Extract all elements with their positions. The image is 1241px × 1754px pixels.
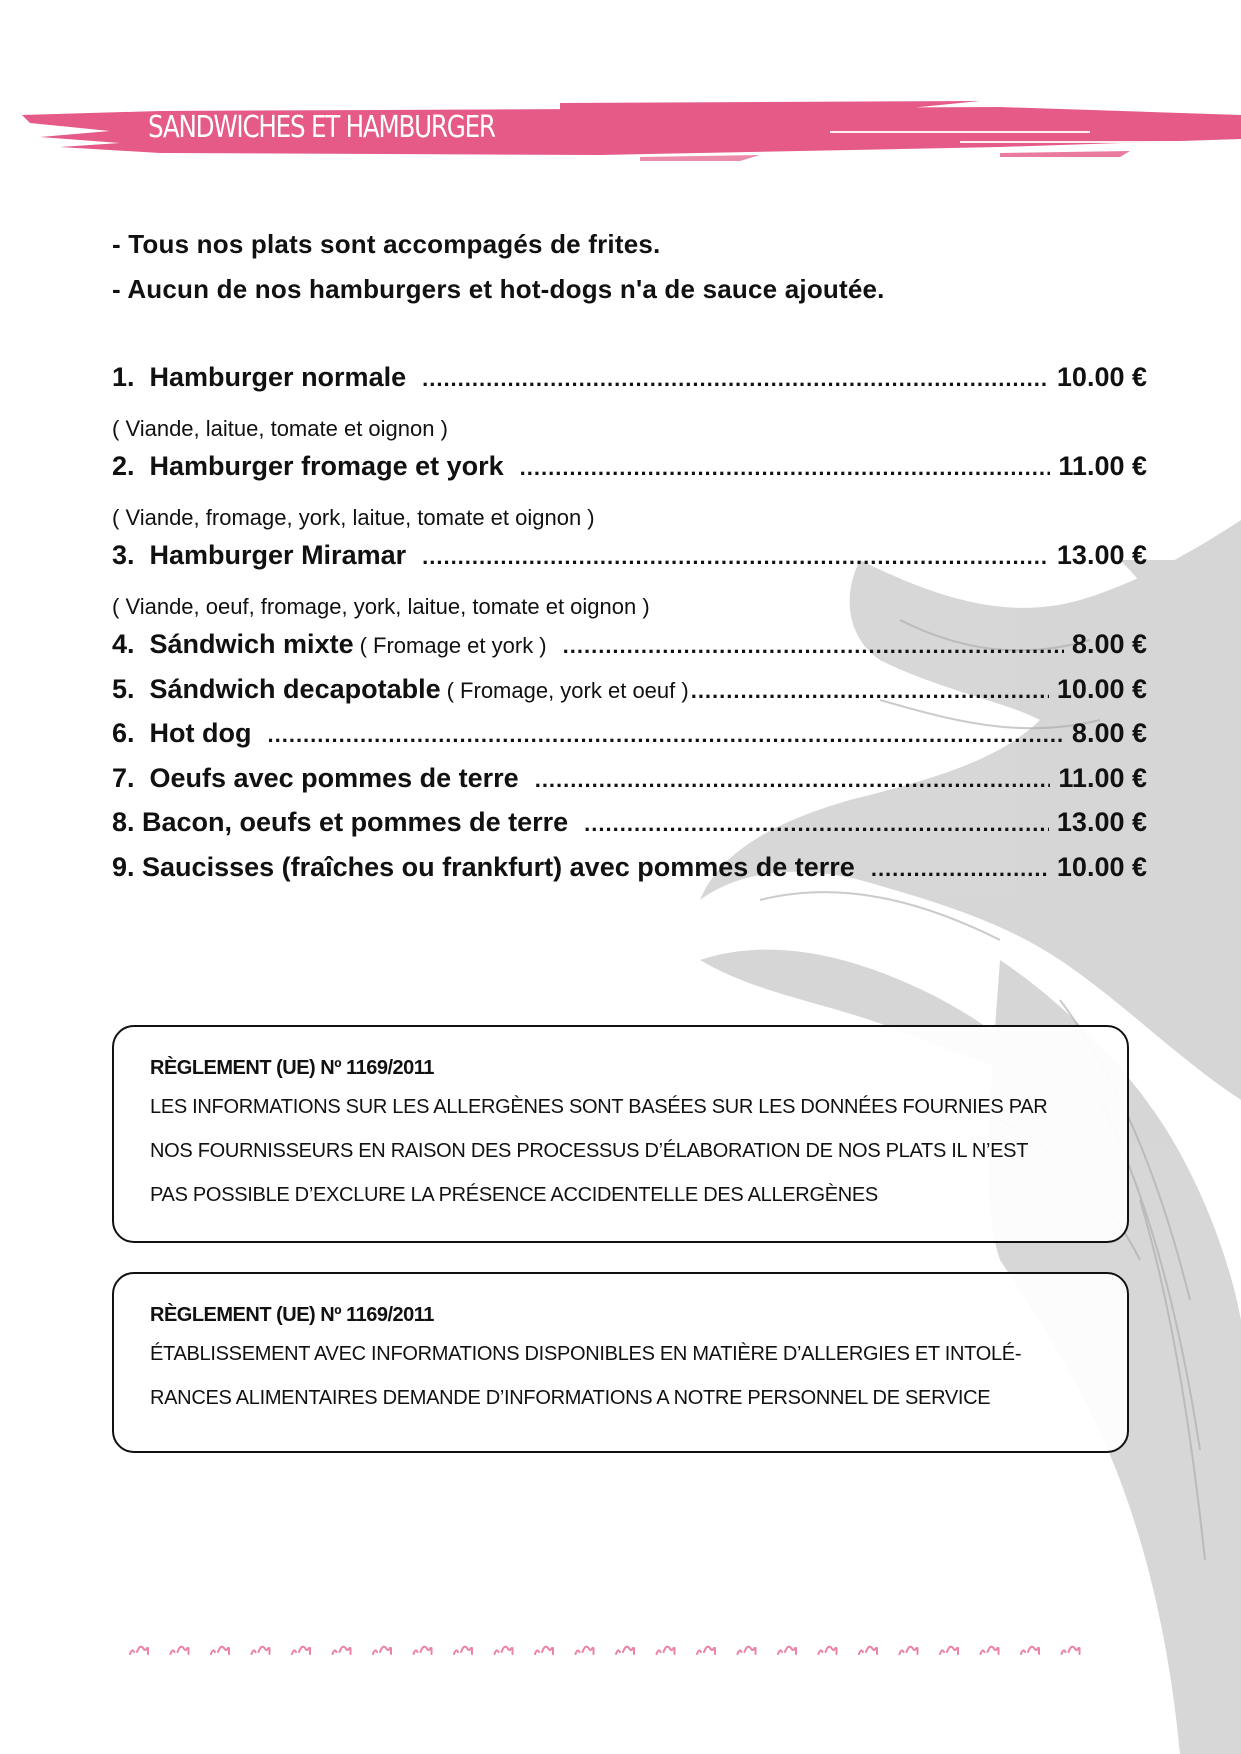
notice-line: RANCES ALIMENTAIRES DEMANDE D’INFORMATIONS A NOTRE PERSONNEL DE SERVICE — [150, 1387, 991, 1409]
menu-item — [112, 629, 1147, 674]
decorative-mark — [454, 1647, 472, 1654]
item-number: 4. — [112, 629, 150, 659]
allergen-info-box — [112, 1272, 1129, 1453]
menu-item — [112, 763, 1147, 808]
menu-notes — [112, 222, 885, 312]
item-price: 11.00 € — [1058, 762, 1147, 793]
dot-leader — [520, 455, 1051, 481]
item-number: 8. — [112, 807, 143, 837]
decorative-mark — [414, 1647, 432, 1654]
note-no-sauce: - Aucun de nos hamburgers et hot-dogs n'a de sauce ajoutée. — [112, 274, 885, 304]
item-number: 2. — [112, 451, 150, 481]
note-fries: - Tous nos plats sont accompagés de frites. — [112, 229, 661, 259]
item-description: ( Viande, oeuf, fromage, york, laitue, tomate et oignon ) — [112, 593, 650, 619]
allergen-notice-box — [112, 1025, 1129, 1243]
decorative-mark — [657, 1647, 675, 1654]
menu-item — [112, 540, 1147, 585]
item-name: Hamburger normale — [149, 362, 407, 392]
dot-leader — [584, 811, 1049, 837]
item-number: 9. — [112, 851, 143, 882]
decorative-mark — [171, 1647, 189, 1654]
item-description: ( Viande, fromage, york, laitue, tomate et oignon ) — [112, 504, 595, 530]
decorative-mark — [738, 1647, 756, 1654]
item-description: ( Viande, laitue, tomate et oignon ) — [112, 415, 448, 441]
decorative-mark — [130, 1647, 148, 1654]
item-number: 7. — [112, 762, 150, 793]
regulation-title: RÈGLEMENT (UE) Nº 1169/2011 — [150, 1304, 434, 1326]
menu-item — [112, 362, 1147, 407]
decorative-mark — [616, 1647, 634, 1654]
decorative-mark — [900, 1647, 918, 1654]
decorative-mark — [940, 1647, 958, 1654]
decorative-mark — [576, 1647, 594, 1654]
item-name: Hot dog — [149, 718, 252, 748]
decorative-mark — [819, 1647, 837, 1654]
item-price: 11.00 € — [1058, 451, 1147, 481]
dot-leader — [871, 856, 1049, 882]
item-name: Hamburger Miramar — [149, 540, 407, 570]
notice-line: LES INFORMATIONS SUR LES ALLERGÈNES SONT BASÉES SUR LES DONNÉES FOURNIES PAR — [150, 1096, 1048, 1118]
decorative-mark — [1021, 1647, 1039, 1654]
item-name: Oeufs avec pommes de terre — [149, 762, 519, 793]
decorative-mark — [252, 1647, 270, 1654]
decorative-mark — [697, 1647, 715, 1654]
decorative-mark — [333, 1647, 351, 1654]
item-number: 5. — [112, 673, 150, 704]
item-number: 3. — [112, 540, 150, 570]
item-name: Sándwich decapotable — [149, 673, 441, 704]
item-name: Bacon, oeufs et pommes de terre — [142, 807, 569, 837]
menu-item — [112, 674, 1147, 719]
decorative-border-pattern — [125, 1640, 1105, 1660]
decorative-mark — [495, 1647, 513, 1654]
menu-item — [112, 451, 1147, 496]
decorative-mark — [778, 1647, 796, 1654]
notice-line: ÉTABLISSEMENT AVEC INFORMATIONS DISPONIBLES EN MATIÈRE D’ALLERGIES ET INTOLÉ- — [150, 1343, 1022, 1365]
item-inline-description: ( Fromage, york et oeuf ) — [446, 677, 689, 703]
dot-leader — [422, 544, 1049, 570]
decorative-mark — [1062, 1647, 1080, 1654]
notice-line: PAS POSSIBLE D’EXCLURE LA PRÉSENCE ACCIDENTELLE DES ALLERGÈNES — [150, 1184, 878, 1206]
item-price: 10.00 € — [1056, 362, 1147, 392]
item-price: 13.00 € — [1056, 540, 1147, 570]
menu-item — [112, 807, 1147, 852]
dot-leader — [563, 633, 1064, 659]
item-price: 10.00 € — [1056, 851, 1147, 882]
decorative-mark — [859, 1647, 877, 1654]
item-price: 13.00 € — [1056, 807, 1147, 837]
item-inline-description: ( Fromage et york ) — [359, 633, 547, 658]
decorative-mark — [535, 1647, 553, 1654]
dot-leader — [268, 722, 1064, 748]
dot-leader — [535, 767, 1051, 793]
item-name: Sándwich mixte — [149, 629, 354, 659]
regulation-title: RÈGLEMENT (UE) Nº 1169/2011 — [150, 1057, 434, 1079]
item-name: Saucisses (fraîches ou frankfurt) avec pommes de terre — [142, 851, 855, 882]
decorative-mark — [292, 1647, 310, 1654]
dot-leader — [422, 366, 1049, 392]
item-price: 8.00 € — [1071, 718, 1147, 748]
item-number: 1. — [112, 362, 150, 392]
item-name: Hamburger fromage et york — [149, 451, 504, 481]
section-title: SANDWICHES ET HAMBURGER — [148, 110, 495, 145]
item-number: 6. — [112, 718, 150, 748]
item-price: 10.00 € — [1056, 673, 1147, 704]
dot-leader — [691, 678, 1049, 704]
decorative-mark — [211, 1647, 229, 1654]
decorative-mark — [981, 1647, 999, 1654]
notice-line: NOS FOURNISSEURS EN RAISON DES PROCESSUS D’ÉLABORATION DE NOS PLATS IL N’EST — [150, 1140, 1029, 1162]
menu-item — [112, 852, 1147, 897]
decorative-mark — [373, 1647, 391, 1654]
item-price: 8.00 € — [1071, 629, 1147, 659]
menu-item — [112, 718, 1147, 763]
menu-list — [112, 362, 1147, 896]
